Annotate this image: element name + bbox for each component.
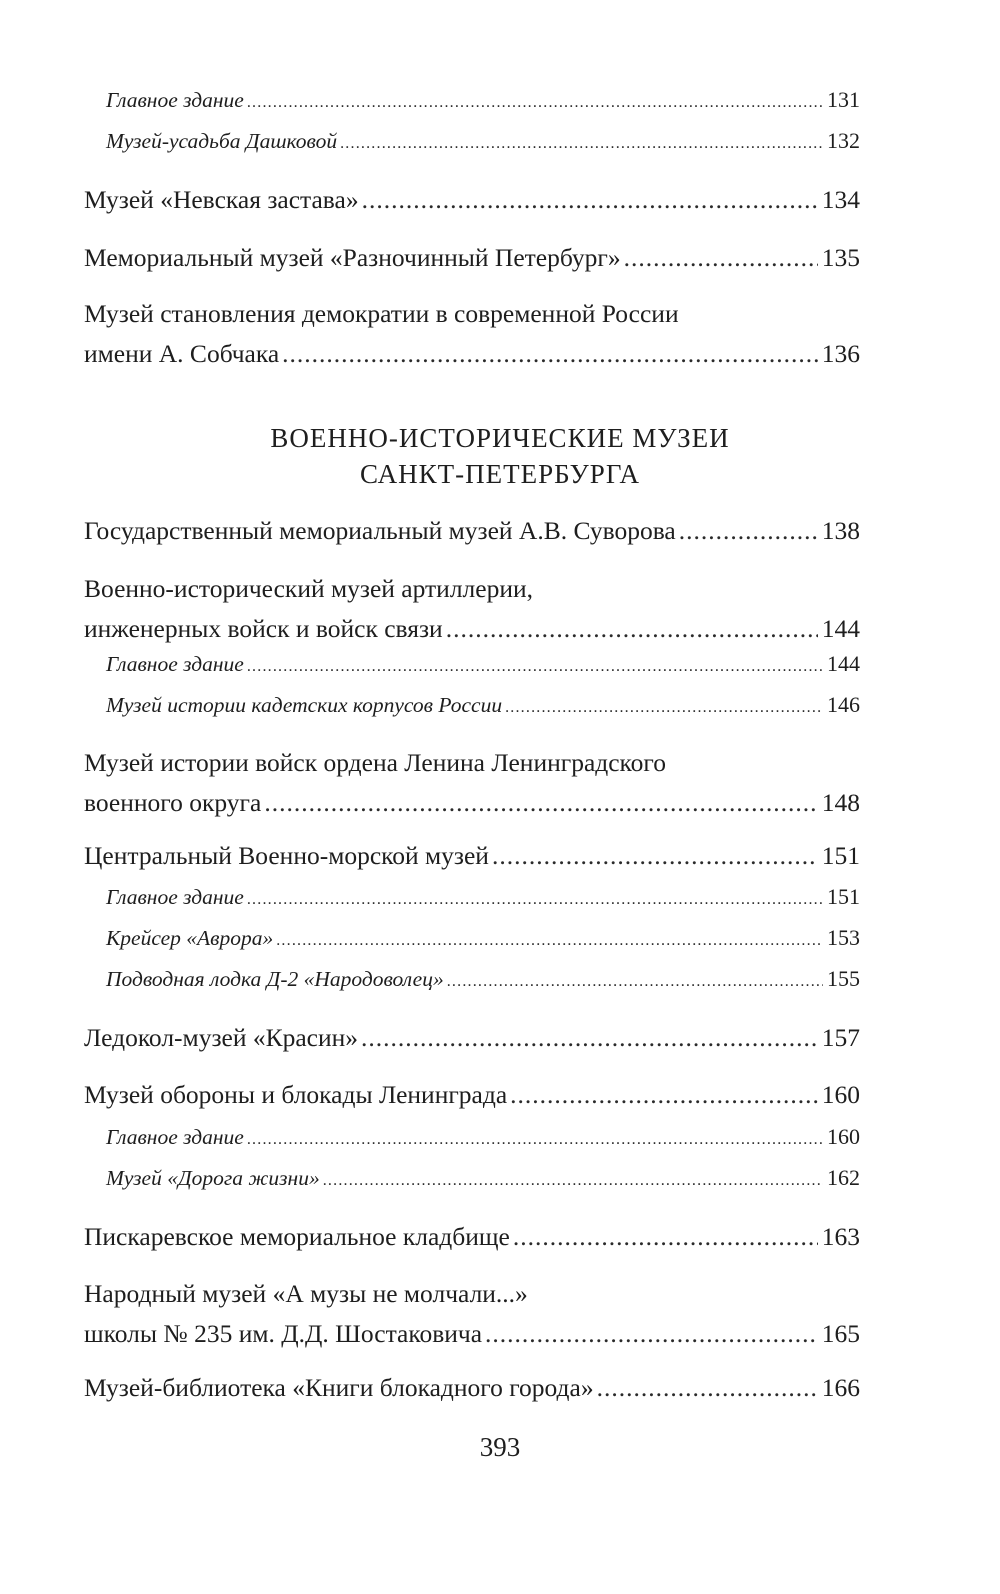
toc-subentry — [106, 1162, 860, 1197]
toc-page-number: 151 — [821, 841, 860, 870]
toc-subentry — [106, 689, 860, 724]
toc-entry — [84, 1217, 860, 1257]
dot-leader — [513, 1217, 818, 1257]
toc-title: Подводная лодка Д-2 «Народоволец» — [106, 967, 444, 991]
dot-leader — [597, 1368, 818, 1408]
toc-page-number: 162 — [827, 1165, 860, 1190]
dot-leader — [264, 783, 817, 823]
toc-title: Музей «Дорога жизни» — [106, 1166, 320, 1190]
toc-subentry — [106, 881, 860, 916]
section-heading-line-2: САНКТ-ПЕТЕРБУРГА — [359, 459, 640, 489]
toc-page-number: 138 — [821, 516, 860, 545]
toc-title-line: Военно-исторический музей артиллерии, — [84, 574, 534, 603]
toc-page-number: 160 — [821, 1080, 860, 1109]
dot-leader — [446, 609, 818, 649]
toc-title-line: Музей становления демократии в современной России — [84, 299, 679, 328]
toc-entry — [84, 743, 860, 823]
dot-leader — [323, 1165, 823, 1197]
toc-page-number: 155 — [827, 966, 860, 991]
toc-title: Мемориальный музей «Разночинный Петербург» — [84, 243, 621, 272]
toc-title: Ледокол-музей «Красин» — [84, 1023, 359, 1052]
dot-leader — [276, 925, 823, 957]
toc-subentry — [106, 922, 860, 957]
toc-title: Музей обороны и блокады Ленинграда — [84, 1080, 508, 1109]
toc-page-number: 132 — [827, 128, 860, 153]
toc-title: Главное здание — [106, 1125, 244, 1149]
toc-page-number: 163 — [821, 1222, 860, 1251]
dot-leader — [247, 884, 823, 916]
toc-page-number: 153 — [827, 925, 860, 950]
toc-entry — [84, 1274, 860, 1354]
toc-title: Музей «Невская застава» — [84, 185, 359, 214]
dot-leader — [624, 238, 818, 278]
dot-leader — [247, 87, 823, 119]
toc-title: Главное здание — [106, 88, 244, 112]
toc-title: Пискаревское мемориальное кладбище — [84, 1222, 510, 1251]
toc-title: Крейсер «Аврора» — [106, 926, 274, 950]
toc-title: имени А. Собчака — [84, 339, 280, 368]
toc-entry — [84, 1368, 860, 1408]
toc-page-number: 131 — [827, 87, 860, 112]
toc-subentry — [106, 648, 860, 683]
toc-page-number: 146 — [827, 692, 860, 717]
toc-page-number: 134 — [821, 185, 860, 214]
toc-entry — [84, 1075, 860, 1115]
toc-entry — [84, 294, 860, 374]
toc-page-number: 135 — [821, 243, 860, 272]
dot-leader — [361, 1018, 818, 1058]
toc-entry — [84, 180, 860, 220]
toc-title: Музей-усадьба Дашковой — [106, 129, 338, 153]
toc-page-number: 144 — [827, 651, 860, 676]
toc-subentry — [106, 84, 860, 119]
toc-page-number: 144 — [821, 614, 860, 643]
toc-title-line: Народный музей «А музы не молчали...» — [84, 1279, 528, 1308]
toc-subentry — [106, 1121, 860, 1156]
toc-entry — [84, 238, 860, 278]
toc-page-number: 136 — [821, 339, 860, 368]
toc-page-number: 151 — [827, 884, 860, 909]
toc-subentry — [106, 125, 860, 160]
toc-entry — [84, 569, 860, 649]
toc-page-number: 148 — [821, 788, 860, 817]
toc-page-number: 165 — [821, 1319, 860, 1348]
toc-title: Центральный Военно-морской музей — [84, 841, 489, 870]
toc-title: Музей истории кадетских корпусов России — [106, 693, 503, 717]
toc-page-number: 160 — [827, 1124, 860, 1149]
toc-title-line: Музей истории войск ордена Ленина Ленинградского — [84, 748, 666, 777]
toc-title: военного округа — [84, 788, 262, 817]
dot-leader — [679, 511, 818, 551]
toc-entry — [84, 836, 860, 876]
toc-title: Главное здание — [106, 885, 244, 909]
toc-title: Главное здание — [106, 652, 244, 676]
dot-leader — [447, 966, 823, 998]
toc-title: Государственный мемориальный музей А.В. Суворова — [84, 516, 676, 545]
dot-leader — [282, 334, 818, 374]
dot-leader — [362, 180, 818, 220]
toc-page-number: 166 — [821, 1373, 860, 1402]
dot-leader — [485, 1314, 818, 1354]
toc-title: Музей-библиотека «Книги блокадного города» — [84, 1373, 594, 1402]
toc-subentry — [106, 963, 860, 998]
page-number: 393 — [479, 1432, 521, 1462]
dot-leader — [492, 836, 818, 876]
dot-leader — [510, 1075, 818, 1115]
dot-leader — [505, 692, 823, 724]
section-heading-line-1: ВОЕННО-ИСТОРИЧЕСКИЕ МУЗЕИ — [270, 423, 730, 453]
toc-title: школы № 235 им. Д.Д. Шостаковича — [84, 1319, 483, 1348]
toc-entry — [84, 511, 860, 551]
dot-leader — [340, 128, 823, 160]
dot-leader — [247, 1124, 823, 1156]
dot-leader — [247, 651, 823, 683]
toc-entry — [84, 1018, 860, 1058]
toc-title: инженерных войск и войск связи — [84, 614, 443, 643]
toc-page-number: 157 — [821, 1023, 860, 1052]
